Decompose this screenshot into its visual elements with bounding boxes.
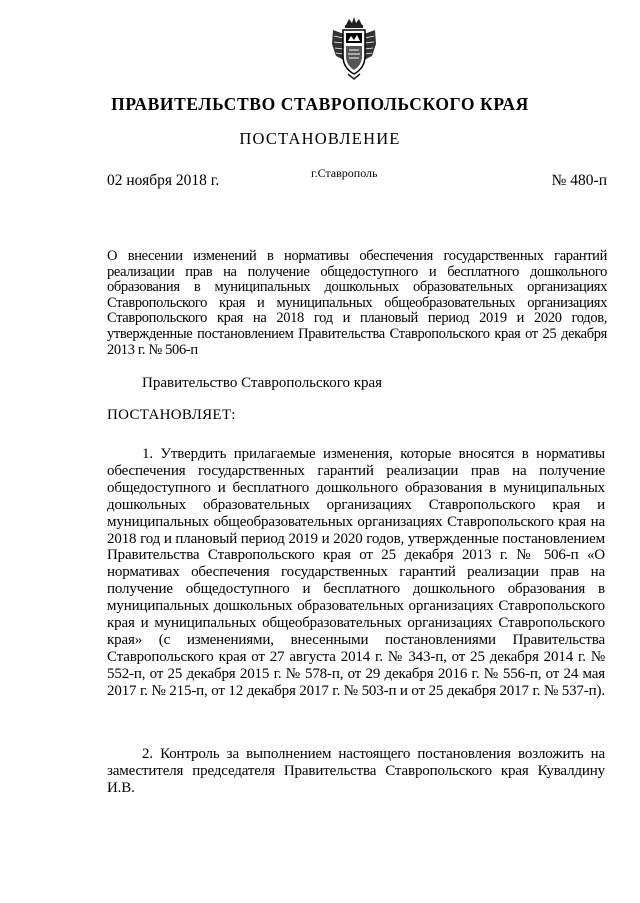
paragraph-1	[107, 446, 605, 700]
coat-of-arms-icon	[330, 16, 378, 80]
document-city: г.Ставрополь	[311, 166, 378, 180]
paragraph-2-text: 2. Контроль за выполнением настоящего постановления возложить на заместителя председателя Правительства Ставропольского края Кувалдину И.В.	[107, 746, 605, 796]
paragraph-1-text: 1. Утвердить прилагаемые изменения, которые вносятся в нормативы обеспечения государственных гарантий реализации прав на получение общедоступного и бесплатного дошкольного образования в муниципальных дошкольных образовательных организациях Ставропольского края и муниципальных общеобразовательных организациях Ставропольского края на 2018 год и плановый период 2019 и 2020 годов, утвержденные постановлением Правительства Ставропольского края от 25 декабря 2013 г. № 506-п «О нормативах обеспечения государственных гарантий реализации прав на получение общедоступного и бесплатного дошкольного образования в муниципальных дошкольных образовательных организациях Ставропольского края и муниципальных общеобразовательных организациях Ставропольского края» (с изменениями, внесенными постановлениями Правительства Ставропольского края от 27 августа 2014 г. № 343-п, от 25 декабря 2014 г. № 552-п, от 25 декабря 2015 г. № 578-п, от 29 декабря 2016 г. № 556-п, от 24 мая 2017 г. № 215-п, от 12 декабря 2017 г. № 503-п и от 25 декабря 2017 г. № 537-п).	[107, 446, 605, 699]
organization-title: ПРАВИТЕЛЬСТВО СТАВРОПОЛЬСКОГО КРАЯ	[111, 94, 529, 114]
document-type: ПОСТАНОВЛЕНИЕ	[239, 129, 401, 148]
issuing-authority: Правительство Ставропольского края	[142, 375, 383, 391]
paragraph-2	[107, 746, 605, 797]
document-number: № 480-п	[551, 172, 607, 189]
document-date: 02 ноября 2018 г.	[107, 172, 220, 189]
decree-word: ПОСТАНОВЛЯЕТ:	[107, 407, 236, 423]
document-subject: О внесении изменений в нормативы обеспечения государственных гарантий реализации прав на получение общедоступного и бесплатного дошкольного образования в муниципальных дошкольных образовательных организациях Ставропольского края и муниципальных общеобразовательных организациях Ставропольского края на 2018 год и плановый период 2019 и 2020 годов, утвержденные постановлением Правительства Ставропольского края от 25 декабря 2013 г. № 506-п	[107, 248, 607, 358]
